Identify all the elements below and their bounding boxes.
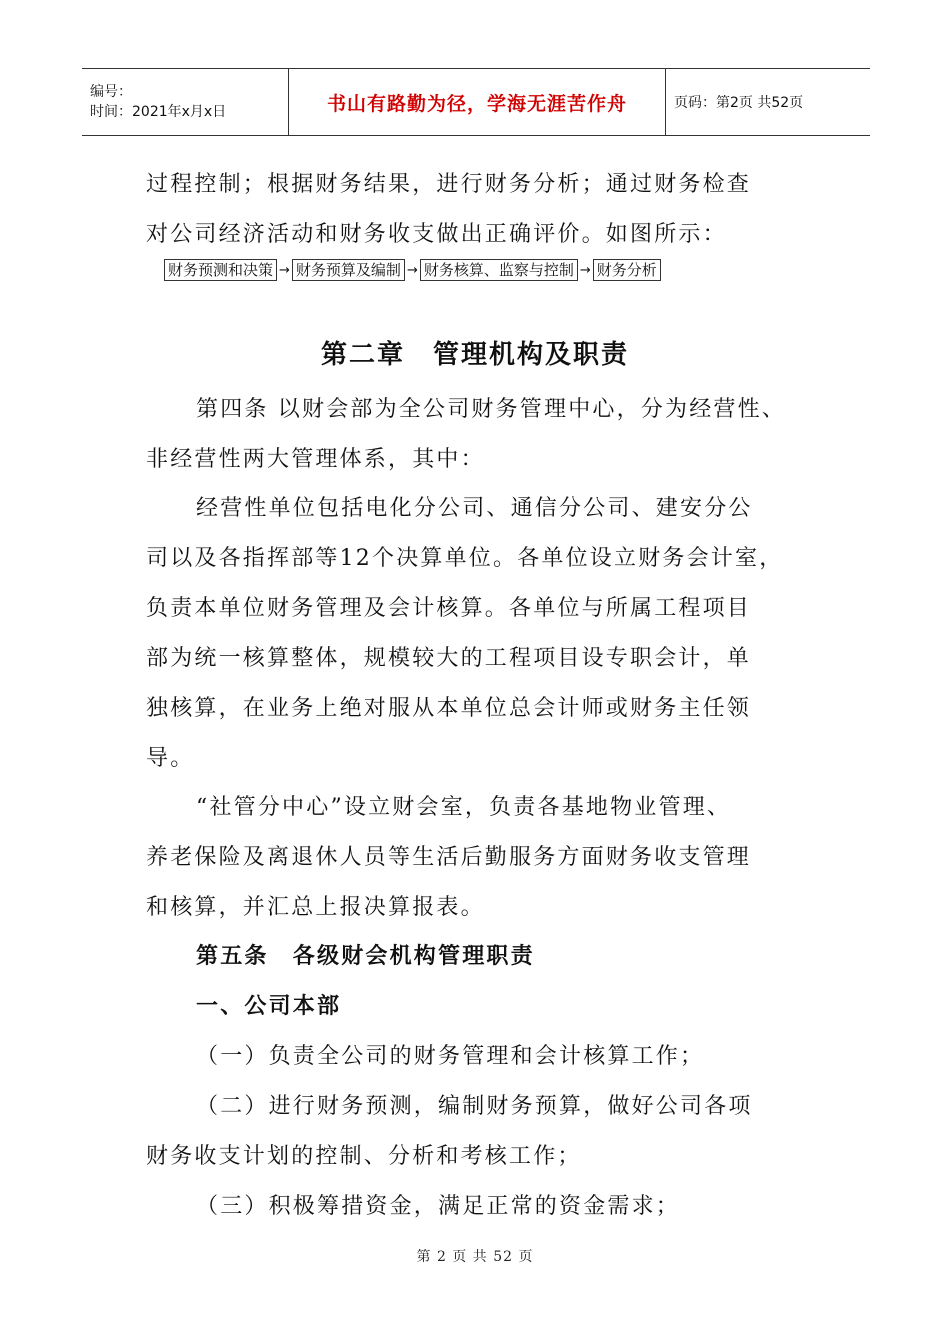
social-line-2: 养老保险及离退休人员等生活后勤服务方面财务收支管理 xyxy=(146,845,752,870)
business-line-2: 司以及各指挥部等12个决算单位。各单位设立财务会计室， xyxy=(146,546,784,571)
header-motto-cell xyxy=(288,69,666,135)
section-1-title: 一、公司本部 xyxy=(196,994,342,1019)
article-4-line-1: 第四条 以财会部为全公司财务管理中心，分为经营性、 xyxy=(196,397,786,422)
intro-line-1: 过程控制；根据财务结果，进行财务分析；通过财务检查 xyxy=(146,172,752,197)
duty-item-2-line-2: 财务收支计划的控制、分析和考核工作； xyxy=(146,1144,582,1169)
business-line-5: 独核算，在业务上绝对服从本单位总会计师或财务主任领 xyxy=(146,696,752,721)
duty-item-1: （一）负责全公司的财务管理和会计核算工作； xyxy=(196,1044,705,1069)
business-units-paragraph xyxy=(146,484,816,784)
social-line-1: “社管分中心”设立财会室，负责各基地物业管理、 xyxy=(196,795,732,820)
flow-arrow-icon: → xyxy=(279,262,290,278)
header-page-cell xyxy=(666,69,870,135)
intro-line-2: 对公司经济活动和财务收支做出正确评价。如图所示： xyxy=(146,222,727,247)
intro-paragraph xyxy=(146,160,816,260)
flow-arrow-icon: → xyxy=(579,262,591,278)
article-4 xyxy=(146,385,816,485)
document-number-label: 编号： xyxy=(90,84,132,100)
article-5-heading xyxy=(146,932,816,982)
flow-step-budget: 财务预算及编制 xyxy=(292,259,405,281)
section-1-heading xyxy=(146,982,816,1032)
flow-step-accounting: 财务核算、监察与控制 xyxy=(420,259,578,281)
business-line-6: 导。 xyxy=(146,746,195,771)
header-meta xyxy=(82,69,288,135)
document-header xyxy=(82,68,870,136)
page-footer: 第 2 页 共 52 页 xyxy=(416,1249,534,1265)
flow-step-forecast: 财务预测和决策 xyxy=(164,259,277,281)
document-date: 时间：2021年x月x日 xyxy=(90,104,227,120)
social-line-3: 和核算，并汇总上报决算报表。 xyxy=(146,895,485,920)
social-management-paragraph xyxy=(146,783,816,933)
duty-item-2-line-1: （二）进行财务预测，编制财务预算，做好公司各项 xyxy=(196,1094,753,1119)
flow-arrow-icon: → xyxy=(406,262,418,278)
business-line-4: 部为统一核算整体，规模较大的工程项目设专职会计，单 xyxy=(146,646,752,671)
business-line-1: 经营性单位包括电化分公司、通信分公司、建安分公 xyxy=(196,496,753,521)
article-5-title: 第五条 各级财会机构管理职责 xyxy=(196,944,535,969)
chapter-title: 第二章 管理机构及职责 xyxy=(320,340,629,370)
article-4-line-2: 非经营性两大管理体系，其中： xyxy=(146,447,485,472)
finance-process-flow xyxy=(164,259,661,281)
flow-step-analysis: 财务分析 xyxy=(593,259,661,281)
header-motto: 书山有路勤为径，学海无涯苦作舟 xyxy=(326,92,627,115)
duty-item-3: （三）积极筹措资金，满足正常的资金需求； xyxy=(196,1194,681,1219)
business-line-3: 负责本单位财务管理及会计核算。各单位与所属工程项目 xyxy=(146,596,752,621)
header-page-info: 页码：第2页 共52页 xyxy=(674,95,804,111)
duties-list xyxy=(146,1032,816,1232)
